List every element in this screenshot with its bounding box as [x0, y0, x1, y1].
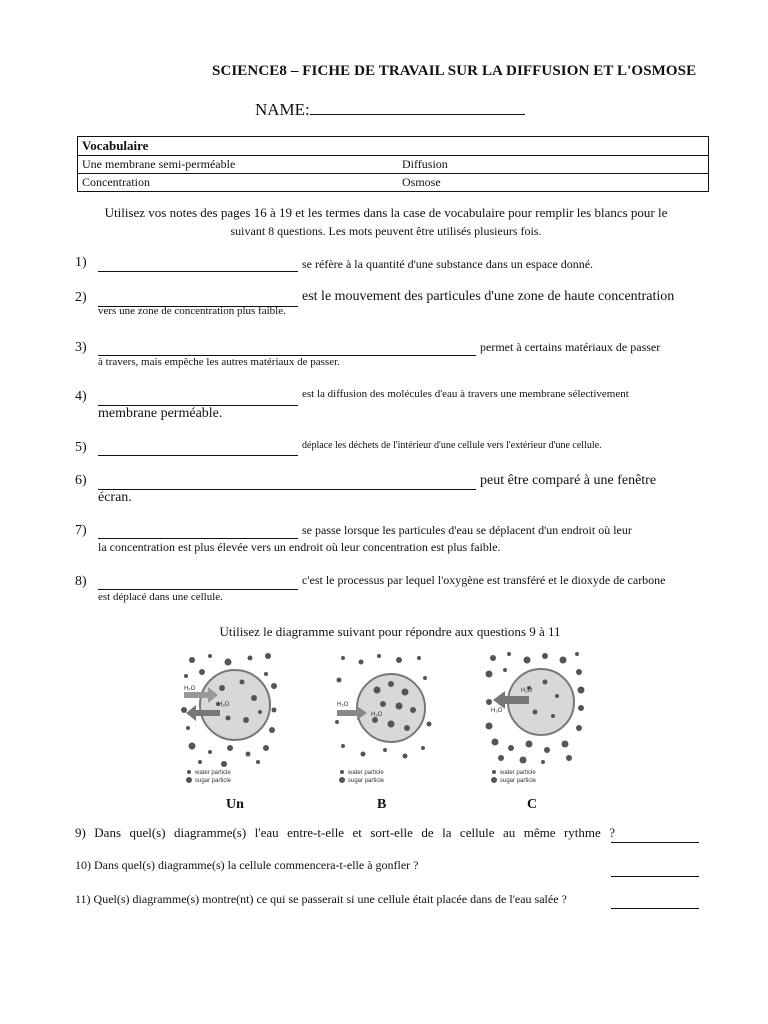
name-field [255, 100, 525, 120]
worksheet-title: SCIENCE8 – FICHE DE TRAVAIL SUR LA DIFFUSION ET L'OSMOSE [212, 63, 697, 79]
svg-text:water particle: water particle [348, 770, 384, 776]
question-10: 10) Dans quel(s) diagramme(s) la cellule commencera-t-elle à gonfler ? [75, 858, 419, 872]
question-continuation: la concentration est plus élevée vers un endroit où leur concentration est plus faible. [98, 540, 501, 554]
svg-text:H₂O: H₂O [337, 702, 349, 708]
svg-text:H₂O: H₂O [184, 686, 196, 692]
question-3 [75, 338, 715, 374]
question-11: 11) Quel(s) diagramme(s) montre(nt) ce qui se passerait si une cellule était placée dans de l'eau salée ? [75, 892, 567, 906]
question-word: quel(s) [129, 825, 166, 840]
diagram-a-illustration [180, 650, 280, 790]
answer-blank[interactable] [98, 270, 298, 272]
diagram-c [485, 650, 585, 790]
svg-text:water particle: water particle [195, 770, 231, 776]
question-8 [75, 573, 715, 609]
svg-text:sugar particle: sugar particle [500, 778, 537, 784]
question-number: 7) [75, 523, 87, 538]
question-text: c'est le processus par lequel l'oxygène est transféré et le dioxyde de carbone [302, 573, 666, 587]
svg-text:H₂O: H₂O [218, 702, 230, 708]
svg-text:H₂O: H₂O [521, 688, 533, 694]
answer-blank-10[interactable] [611, 875, 699, 877]
diagram-label-b: B [377, 797, 387, 812]
question-4 [75, 388, 715, 424]
question-word: même [523, 825, 556, 840]
question-text: est le mouvement des particules d'une zone de haute concentration [302, 289, 675, 304]
vocabulary-header: Vocabulaire [78, 137, 708, 156]
question-continuation: est déplacé dans une cellule. [98, 591, 223, 603]
diagram-b-illustration [333, 650, 433, 790]
question-word: ? [609, 825, 615, 840]
question-word: au [503, 825, 516, 840]
diagram-label-c: C [527, 797, 538, 812]
question-text: peut être comparé à une fenêtre [480, 473, 657, 488]
question-9 [75, 825, 615, 841]
question-word: 9) [75, 825, 86, 840]
question-word: de [421, 825, 434, 840]
question-5 [75, 439, 715, 461]
svg-text:sugar particle: sugar particle [348, 778, 385, 784]
question-2 [75, 288, 715, 324]
instructions [80, 204, 692, 240]
diagram-label-a: Un [226, 797, 244, 812]
question-word: diagramme(s) [173, 825, 247, 840]
question-continuation: vers une zone de concentration plus faible. [98, 305, 286, 317]
svg-text:water particle: water particle [500, 770, 536, 776]
svg-text:sugar particle: sugar particle [195, 778, 232, 784]
question-continuation: membrane perméable. [98, 406, 223, 421]
instructions-line: suivant 8 questions. Les mots peuvent être utilisés plusieurs fois. [230, 224, 542, 238]
question-number: 3) [75, 340, 87, 355]
answer-blank[interactable] [98, 537, 298, 539]
question-word: l'eau [254, 825, 279, 840]
name-blank[interactable] [310, 100, 525, 115]
name-label: NAME: [255, 100, 310, 119]
question-number: 2) [75, 290, 87, 305]
question-number: 1) [75, 255, 87, 270]
svg-text:H₂O: H₂O [371, 712, 383, 718]
question-word: sort-elle [370, 825, 413, 840]
question-word: et [352, 825, 362, 840]
question-6 [75, 472, 715, 508]
diagram-a [180, 650, 280, 790]
vocabulary-box [77, 136, 709, 192]
question-number: 5) [75, 440, 87, 455]
answer-blank[interactable] [98, 454, 298, 456]
question-number: 4) [75, 389, 87, 404]
vocab-term: Concentration [82, 175, 150, 189]
diagram-c-illustration [485, 650, 585, 790]
question-text: se passe lorsque les particules d'eau se déplacent d'un endroit où leur [302, 523, 632, 537]
question-word: rythme [563, 825, 601, 840]
diagram-caption: Utilisez le diagramme suivant pour répondre aux questions 9 à 11 [219, 624, 561, 639]
vocab-term: Une membrane semi-perméable [82, 157, 236, 171]
question-number: 6) [75, 473, 87, 488]
question-text: permet à certains matériaux de passer [480, 340, 661, 354]
question-text: déplace les déchets de l'intérieur d'une cellule vers l'extérieur d'une cellule. [302, 440, 602, 451]
question-word: cellule [459, 825, 495, 840]
answer-blank[interactable] [98, 488, 476, 490]
answer-blank-9[interactable] [611, 841, 699, 843]
vocab-term: Diffusion [402, 157, 448, 171]
question-text: est la diffusion des molécules d'eau à travers une membrane sélectivement [302, 388, 629, 400]
question-number: 8) [75, 574, 87, 589]
question-7 [75, 522, 715, 558]
question-text: se réfère à la quantité d'une substance dans un espace donné. [302, 257, 594, 271]
vocab-term: Osmose [402, 175, 441, 189]
question-continuation: à travers, mais empêche les autres matériaux de passer. [98, 356, 340, 368]
question-1 [75, 255, 715, 285]
svg-text:H₂O: H₂O [491, 708, 503, 714]
question-word: Dans [94, 825, 121, 840]
question-continuation: écran. [98, 490, 132, 505]
diagram-b [333, 650, 433, 790]
answer-blank-11[interactable] [611, 907, 699, 909]
answer-blank[interactable] [98, 588, 298, 590]
question-word: la [442, 825, 452, 840]
question-word: entre-t-elle [287, 825, 345, 840]
instructions-line: Utilisez vos notes des pages 16 à 19 et les termes dans la case de vocabulaire pour remplir les blancs pour le [104, 205, 668, 220]
